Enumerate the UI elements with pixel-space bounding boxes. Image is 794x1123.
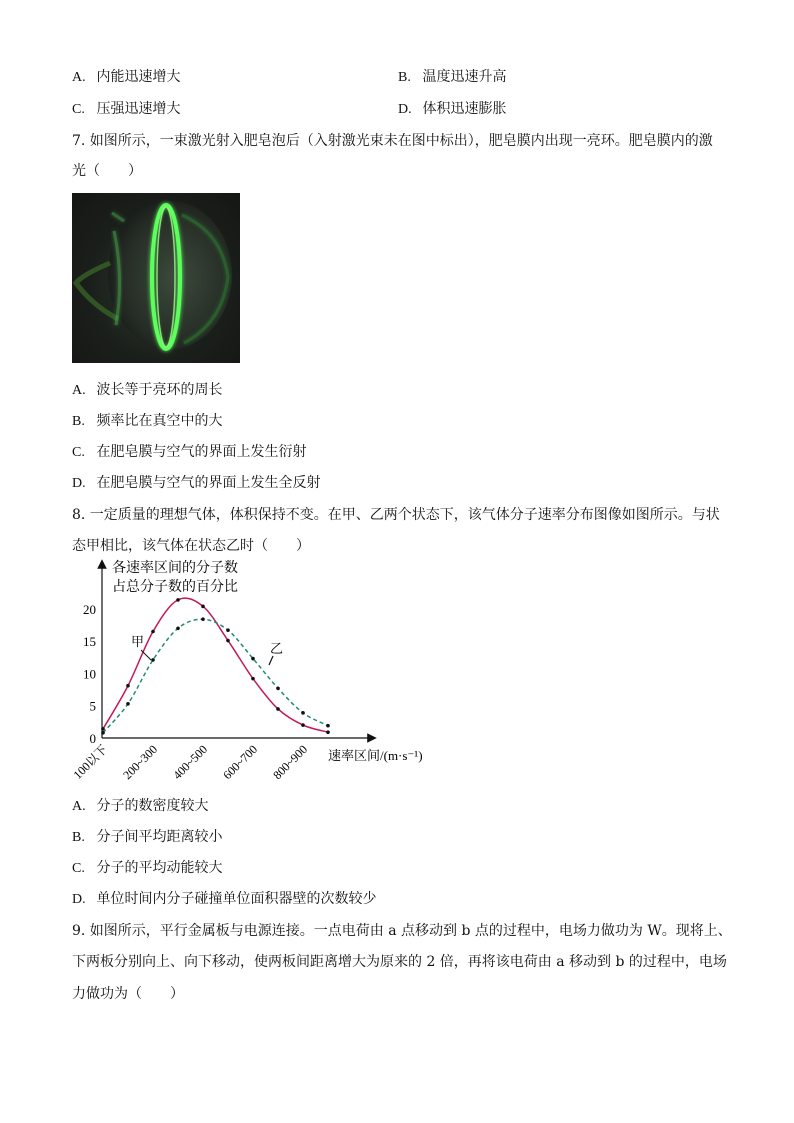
q8-option-b [72, 826, 222, 846]
option-text: 压强迅速增大 [96, 101, 181, 117]
y-ticks [83, 602, 96, 746]
series-yi-point [251, 657, 255, 661]
series-jia-point [251, 677, 255, 681]
series-group [101, 598, 330, 735]
q8-stem-line2: 态甲相比，该气体在状态乙时（ ） [72, 538, 310, 554]
option-label: B. [72, 414, 85, 429]
option-label: C. [72, 861, 85, 876]
x-tick-label: 800~900 [270, 742, 311, 783]
q9-stem-line3: 力做功为（ ） [72, 986, 184, 1002]
series-jia-point [176, 598, 180, 602]
q7-option-a [72, 379, 222, 399]
option-label: C. [72, 102, 85, 117]
option-text: 温度迅速升高 [422, 69, 507, 85]
series-jia-point [201, 605, 205, 609]
option-text: 内能迅速增大 [96, 69, 181, 85]
option-label: C. [72, 445, 85, 460]
series-yi-point [126, 702, 130, 706]
option-label: B. [72, 830, 85, 845]
soap-bubble-illustration [72, 193, 240, 363]
x-ticks [72, 742, 310, 782]
q8-option-c [72, 857, 222, 877]
series-jia-point [326, 730, 330, 734]
q7-option-d [72, 472, 320, 492]
option-label: A. [72, 383, 86, 398]
q9-stem-line2: 下两板分别向上、向下移动，使两板间距离增大为原来的 2 倍，再将该电荷由 a 移动到 b 的过程中，电场 [72, 954, 727, 970]
x-tick-label: 400~500 [170, 742, 211, 783]
option-text: 分子的数密度较大 [96, 798, 209, 814]
option-label: A. [72, 70, 86, 85]
q7-option-b [72, 410, 222, 430]
series-yi-point [276, 687, 280, 691]
q8-stem-line1: 8. 一定质量的理想气体，体积保持不变。在甲、乙两个状态下，该气体分子速率分布图像如图所示。与状 [72, 507, 720, 523]
y-tick-label: 0 [89, 731, 96, 746]
q8-option-d [72, 888, 376, 908]
series-jia-point [101, 727, 105, 731]
option-text: 在肥皂膜与空气的界面上发生全反射 [96, 475, 321, 491]
series-jia-point [226, 639, 230, 643]
soap-bubble-laser-photo [72, 193, 240, 363]
option-label: D. [72, 476, 86, 491]
option-text: 频率比在真空中的大 [96, 413, 223, 429]
series-jia-point [126, 684, 130, 688]
series-jia-curve [103, 598, 328, 732]
option-text: 在肥皂膜与空气的界面上发生衍射 [96, 444, 307, 460]
y-tick-label: 10 [83, 666, 96, 682]
series-label-yi-pointer [269, 656, 273, 665]
series-yi-point [326, 724, 330, 728]
y-tick-label: 20 [83, 601, 96, 617]
q7-stem-line2: 光（ ） [72, 163, 142, 179]
x-tick-label: 100以下 [72, 742, 111, 782]
series-label-jia: 甲 [131, 634, 145, 649]
series-yi-point [201, 617, 205, 621]
speed-distribution-chart [72, 556, 452, 786]
series-yi-point [151, 658, 155, 662]
y-tick-label: 15 [83, 634, 96, 650]
y-axis-label-line2: 占总分子数的百分比 [112, 580, 238, 595]
series-yi-point [176, 626, 180, 630]
x-tick-label: 600~700 [220, 742, 261, 783]
option-text: 体积迅速膨胀 [422, 101, 507, 117]
series-jia-point [276, 707, 280, 711]
option-label: D. [72, 892, 86, 907]
q6-option-d [398, 98, 506, 118]
chart-svg [72, 556, 452, 786]
q6-option-b [398, 66, 506, 86]
option-text: 单位时间内分子碰撞单位面积器壁的次数较少 [96, 891, 377, 907]
q7-stem-line1: 7. 如图所示，一束激光射入肥皂泡后（入射激光束未在图中标出），肥皂膜内出现一亮环。肥皂膜内的激 [72, 133, 713, 149]
x-tick-label: 200~300 [120, 742, 161, 783]
q6-option-c [72, 98, 180, 118]
q7-option-c [72, 441, 306, 461]
option-label: A. [72, 799, 86, 814]
q9-stem-line1: 9. 如图所示，平行金属板与电源连接。一点电荷由 a 点移动到 b 点的过程中，电场力做功为 W。现将上、 [72, 923, 732, 939]
series-jia-point [151, 630, 155, 634]
q6-option-a [72, 66, 180, 86]
series-yi-point [301, 711, 305, 715]
series-jia-point [301, 723, 305, 727]
option-label: B. [398, 70, 411, 85]
option-text: 分子的平均动能较大 [96, 860, 223, 876]
q8-option-a [72, 795, 208, 815]
series-label-yi: 乙 [270, 641, 284, 656]
series-yi-point [226, 628, 230, 632]
y-axis-label-line1: 各速率区间的分子数 [112, 561, 238, 576]
option-text: 分子间平均距离较小 [96, 829, 223, 845]
option-text: 波长等于亮环的周长 [96, 382, 223, 398]
option-label: D. [398, 102, 412, 117]
y-tick-label: 5 [89, 698, 96, 714]
series-yi-point [101, 731, 105, 735]
x-axis-label: 速率区间/(m·s⁻¹) [328, 748, 423, 763]
